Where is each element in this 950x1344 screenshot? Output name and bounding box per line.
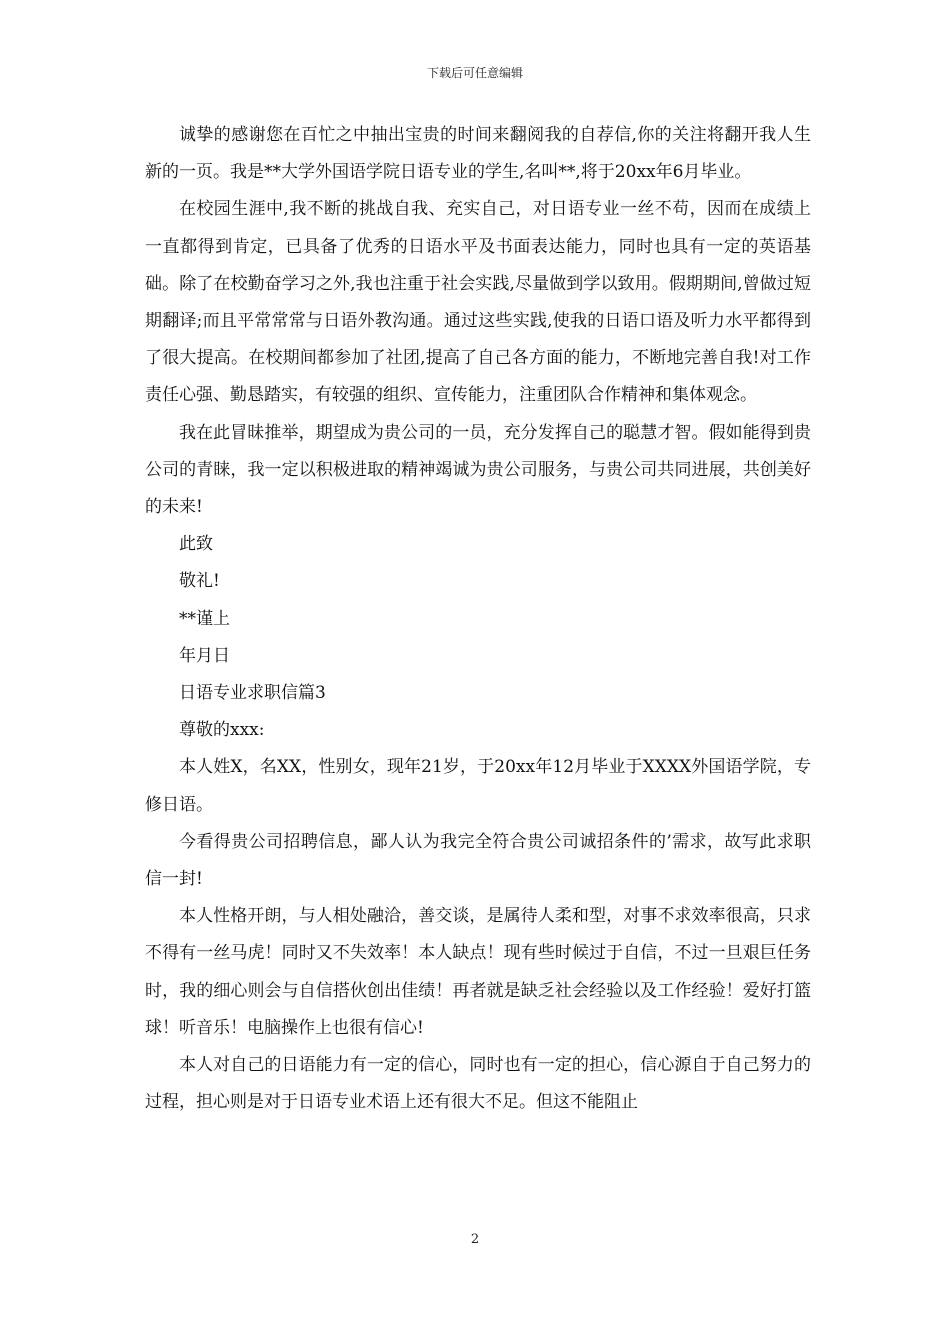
section-title: 日语专业求职信篇3	[179, 683, 326, 704]
closing-salutation: 此致	[179, 534, 213, 555]
closing-regards: 敬礼!	[179, 571, 220, 592]
paragraph-intro: 诚挚的感谢您在百忙之中抽出宝贵的时间来翻阅我的自荐信,你的关注将翻开我人生新的一页。我是**大学外国语学院日语专业的学生,名叫**,将于20xx年6月毕业。	[145, 125, 811, 183]
greeting: 尊敬的xxx:	[179, 720, 265, 741]
letter-body	[145, 117, 811, 1121]
paragraph-application: 今看得贵公司招聘信息，鄙人认为我完全符合贵公司诚招条件的’需求，故写此求职信一封!	[145, 831, 811, 890]
paragraph-campus-life: 在校园生涯中,我不断的挑战自我、充实自己，对日语专业一丝不苟，因而在成绩上一直都得到肯定，已具备了优秀的日语水平及书面表达能力，同时也具有一定的英语基础。除了在校勤奋学习之外,我也注重于社会实践,尽量做到学以致用。假期期间,曾做过短期翻译;而且平常常常与日语外教沟通。通过这些实践,使我的日语口语及听力水平都得到了很大提高。在校期间都参加了社团,提高了自己各方面的能力，不断地完善自我!对工作责任心强、勤恳踏实，有较强的组织、宣传能力，注重团队合作精神和集体观念。	[145, 199, 811, 406]
page-number: 2	[470, 1232, 480, 1247]
paragraph-personality: 本人性格开朗，与人相处融洽，善交谈，是属待人柔和型，对事不求效率很高，只求不得有一丝马虎！同时又不失效率！本人缺点！现有些时候过于自信，不过一旦艰巨任务时，我的细心则会与自信搭伙创出佳绩！再者就是缺乏社会经验以及工作经验！爱好打篮球！听音乐！电脑操作上也很有信心!	[145, 906, 811, 1038]
signature: **谨上	[179, 608, 230, 629]
date-line: 年月日	[179, 645, 230, 666]
paragraph-personal-info: 本人姓X，名XX，性别女，现年21岁，于20xx年12月毕业于XXXX外国语学院，专修日语。	[145, 757, 811, 815]
paragraph-recommendation: 我在此冒昧推举，期望成为贵公司的一员，充分发挥自己的聪慧才智。假如能得到贵公司的青睐，我一定以积极进取的精神竭诚为贵公司服务，与贵公司共同进展，共创美好的未来!	[145, 422, 811, 518]
page-header: 下载后可任意编辑	[426, 66, 523, 80]
paragraph-japanese-ability: 本人对自己的日语能力有一定的信心，同时也有一定的担心，信心源自于自己努力的过程，担心则是对于日语专业术语上还有很大不足。但这不能阻止	[145, 1055, 811, 1113]
